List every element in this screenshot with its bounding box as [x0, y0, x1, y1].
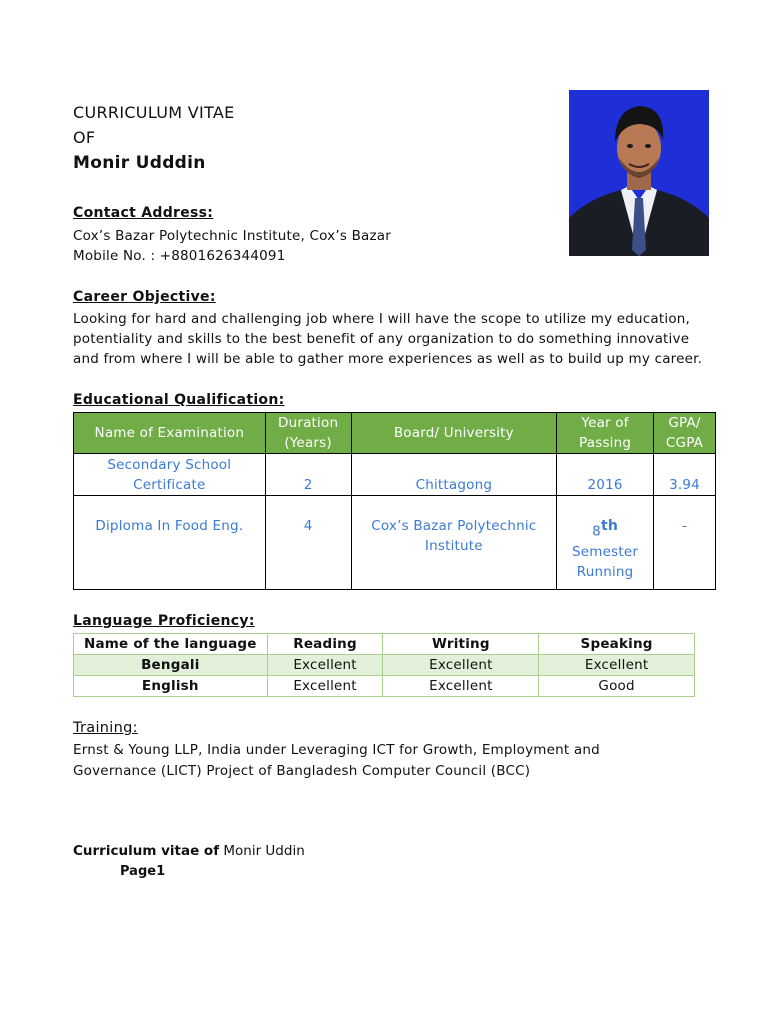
- gpa: -: [654, 496, 716, 590]
- education-table: [73, 412, 716, 590]
- board: Cox’s Bazar Polytechnic Institute: [351, 496, 557, 590]
- exam-name: Diploma In Food Eng.: [74, 496, 266, 590]
- year: 2016: [557, 454, 654, 496]
- language-header-row: [74, 634, 695, 655]
- col-writing: Writing: [383, 634, 539, 655]
- speaking-level: Excellent: [539, 655, 695, 676]
- training-line: Ernst & Young LLP, India under Leveraging ICT for Growth, Employment and: [73, 742, 600, 758]
- language-name: English: [74, 676, 268, 697]
- cv-title: CURRICULUM VITAE: [73, 103, 235, 122]
- education-header-row: [74, 413, 716, 454]
- profile-photo: [569, 90, 709, 256]
- exam-name: Secondary School Certificate: [74, 454, 266, 496]
- objective-heading: Career Objective:: [73, 289, 216, 305]
- col-year: Year of Passing: [557, 413, 654, 454]
- footer-line: [73, 843, 305, 859]
- objective-line: potentiality and skills to the best benefit of any organization to do something innovative: [73, 331, 690, 347]
- language-name: Bengali: [74, 655, 268, 676]
- col-gpa: GPA/ CGPA: [654, 413, 716, 454]
- duration: 2: [265, 454, 351, 496]
- table-row: [74, 655, 695, 676]
- person-portrait-icon: [569, 90, 709, 256]
- objective-line: Looking for hard and challenging job where I will have the scope to utilize my education,: [73, 311, 691, 327]
- contact-mobile: Mobile No. : +8801626344091: [73, 248, 286, 264]
- duration: 4: [265, 496, 351, 590]
- col-reading: Reading: [267, 634, 383, 655]
- writing-level: Excellent: [383, 655, 539, 676]
- contact-address: Cox’s Bazar Polytechnic Institute, Cox’s Bazar: [73, 228, 392, 244]
- training-heading: Training:: [73, 720, 138, 736]
- semester-number: 8: [592, 523, 601, 540]
- table-row: [74, 496, 716, 590]
- language-table: [73, 633, 695, 697]
- cv-name: Monir Udddin: [73, 153, 206, 173]
- table-row: [74, 454, 716, 496]
- col-language: Name of the language: [74, 634, 268, 655]
- speaking-level: Good: [539, 676, 695, 697]
- language-heading: Language Proficiency:: [73, 613, 255, 629]
- writing-level: Excellent: [383, 676, 539, 697]
- semester-ordinal: th: [600, 518, 618, 534]
- year-semester: [557, 496, 654, 590]
- footer-label: Curriculum vitae of: [73, 843, 220, 859]
- training-line: Governance (LICT) Project of Bangladesh Computer Council (BCC): [73, 763, 531, 779]
- footer-name: Monir Uddin: [223, 843, 305, 859]
- board: Chittagong: [351, 454, 557, 496]
- semester-note: Semester Running: [572, 543, 639, 580]
- col-duration: Duration (Years): [265, 413, 351, 454]
- objective-line: and from where I will be able to gather more experiences as well as to build up my career.: [73, 351, 703, 367]
- gpa: 3.94: [654, 454, 716, 496]
- col-speaking: Speaking: [539, 634, 695, 655]
- col-exam-name: Name of Examination: [74, 413, 266, 454]
- contact-heading: Contact Address:: [73, 205, 214, 221]
- page-number: Page1: [120, 864, 166, 879]
- reading-level: Excellent: [267, 655, 383, 676]
- education-heading: Educational Qualification:: [73, 392, 285, 408]
- col-board: Board/ University: [351, 413, 557, 454]
- reading-level: Excellent: [267, 676, 383, 697]
- table-row: [74, 676, 695, 697]
- cv-title-of: OF: [73, 128, 96, 147]
